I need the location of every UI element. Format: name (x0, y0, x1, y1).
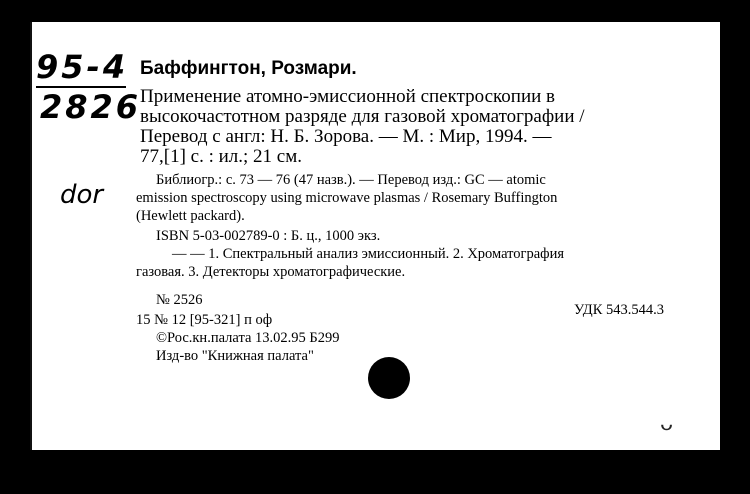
title-line-4: 77,[1] с. : ил.; 21 см. (140, 146, 303, 167)
order-line: 15 № 12 [95-321] п оф (136, 312, 273, 328)
subject-line-1: — — 1. Спектральный анализ эмиссионный. 2. Хроматография (172, 246, 565, 262)
udk-code: УДК 543.544.3 (574, 302, 664, 318)
isbn-line: ISBN 5-03-002789-0 : Б. ц., 1000 экз. (156, 228, 381, 244)
handwritten-bottom-number: 2826 (40, 88, 142, 126)
copyright-line: ©Рос.кн.палата 13.02.95 Б299 (156, 330, 340, 346)
title-line-2: высокочастотном разряде для газовой хроматографии / (140, 106, 585, 127)
bibliography-line-2: emission spectroscopy using microwave plasmas / Rosemary Buffington (136, 190, 558, 206)
handwritten-margin-note: dor (60, 180, 104, 210)
bottom-border (0, 450, 750, 494)
handwritten-top-number: 95-4 (36, 48, 129, 86)
punch-hole (368, 357, 410, 399)
title-line-3: Перевод с англ: Н. Б. Зорова. — М. : Мир, 1994. — (140, 126, 552, 147)
author: Баффингтон, Розмари. (140, 58, 357, 79)
bibliography-line-3: (Hewlett packard). (136, 208, 245, 224)
publisher-line: Изд-во "Книжная палата" (156, 348, 314, 364)
subject-line-2: газовая. 3. Детекторы хроматографические. (136, 264, 406, 280)
scan-smudge: ᵕ (660, 410, 675, 450)
record-number: № 2526 (156, 292, 203, 308)
title-line-1: Применение атомно-эмиссионной спектроскопии в (140, 86, 556, 107)
right-border (720, 0, 750, 494)
bibliography-line-1: Библиогр.: с. 73 — 76 (47 назв.). — Перевод изд.: GC — atomic (156, 172, 546, 188)
